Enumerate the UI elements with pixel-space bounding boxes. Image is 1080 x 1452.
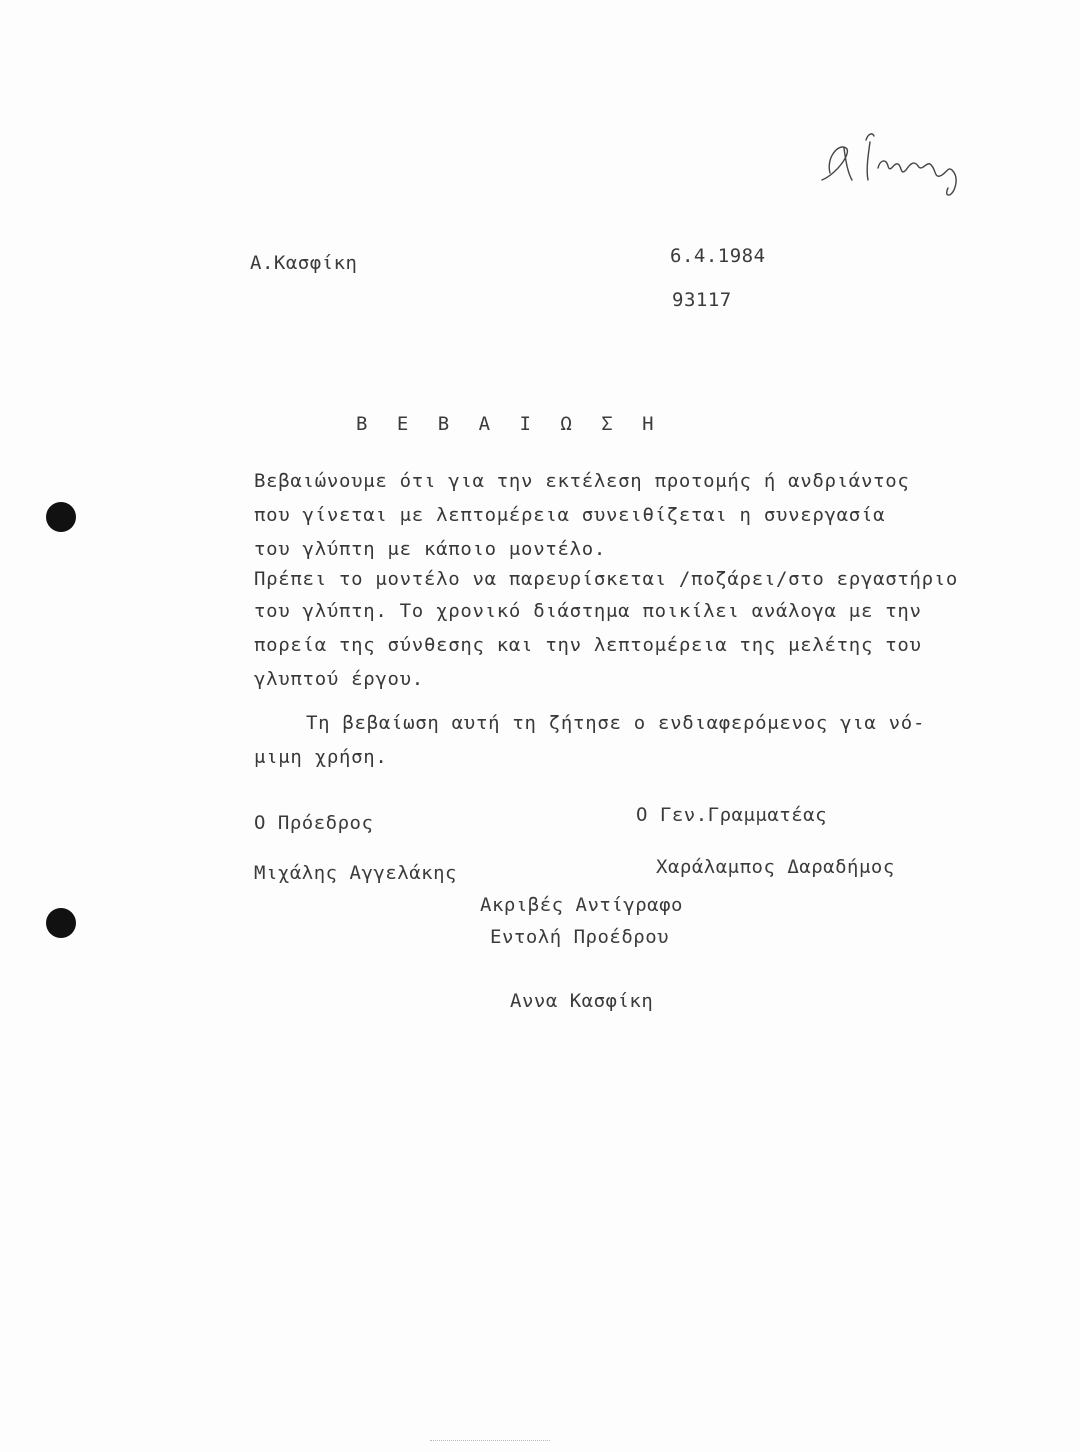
body-line-5: του γλύπτη. Το χρονικό διάστημα ποικίλει ανάλογα με την <box>254 600 922 622</box>
body-line-8: Τη βεβαίωση αυτή τη ζήτησε ο ενδιαφερόμενος για νό- <box>306 712 926 734</box>
handwritten-annotation <box>808 118 978 218</box>
body-line-1: Βεβαιώνουμε ότι για την εκτέλεση προτομής ή ανδριάντος <box>254 470 910 492</box>
document-date: 6.4.1984 <box>670 245 766 267</box>
reference-number: 93117 <box>672 289 732 311</box>
body-line-6: πορεία της σύνθεσης και την λεπτομέρεια της μελέτης του <box>254 634 922 656</box>
body-line-3: του γλύπτη με κάποιο μοντέλο. <box>254 538 607 560</box>
body-line-2: που γίνεται με λεπτομέρεια συνειθίζεται η συνεργασία <box>254 504 886 526</box>
certified-copy-label: Ακριβές Αντίγραφο <box>480 894 683 916</box>
president-title: Ο Πρόεδρος <box>254 812 374 834</box>
sender-name: Α.Κασφίκη <box>250 252 358 274</box>
punch-hole-bottom <box>46 908 76 938</box>
handwriting-drawing <box>808 118 978 218</box>
punch-hole-top <box>46 502 76 532</box>
body-line-7: γλυπτού έργου. <box>254 668 424 690</box>
document-title: Β Ε Β Α Ι Ω Σ Η <box>356 413 663 435</box>
body-line-4: Πρέπει το μοντέλο να παρευρίσκεται /ποζάρει/στο εργαστήριο <box>254 568 959 590</box>
body-line-9: μιμη χρήση. <box>254 746 388 768</box>
scan-artifact <box>430 1440 550 1445</box>
president-mandate-label: Εντολή Προέδρου <box>490 926 670 948</box>
secretary-title: Ο Γεν.Γραμματέας <box>636 804 828 826</box>
president-name: Μιχάλης Αγγελάκης <box>254 862 457 884</box>
certifier-name: Αννα Κασφίκη <box>510 990 654 1012</box>
secretary-name: Χαράλαμπος Δαραδήμος <box>656 856 895 878</box>
